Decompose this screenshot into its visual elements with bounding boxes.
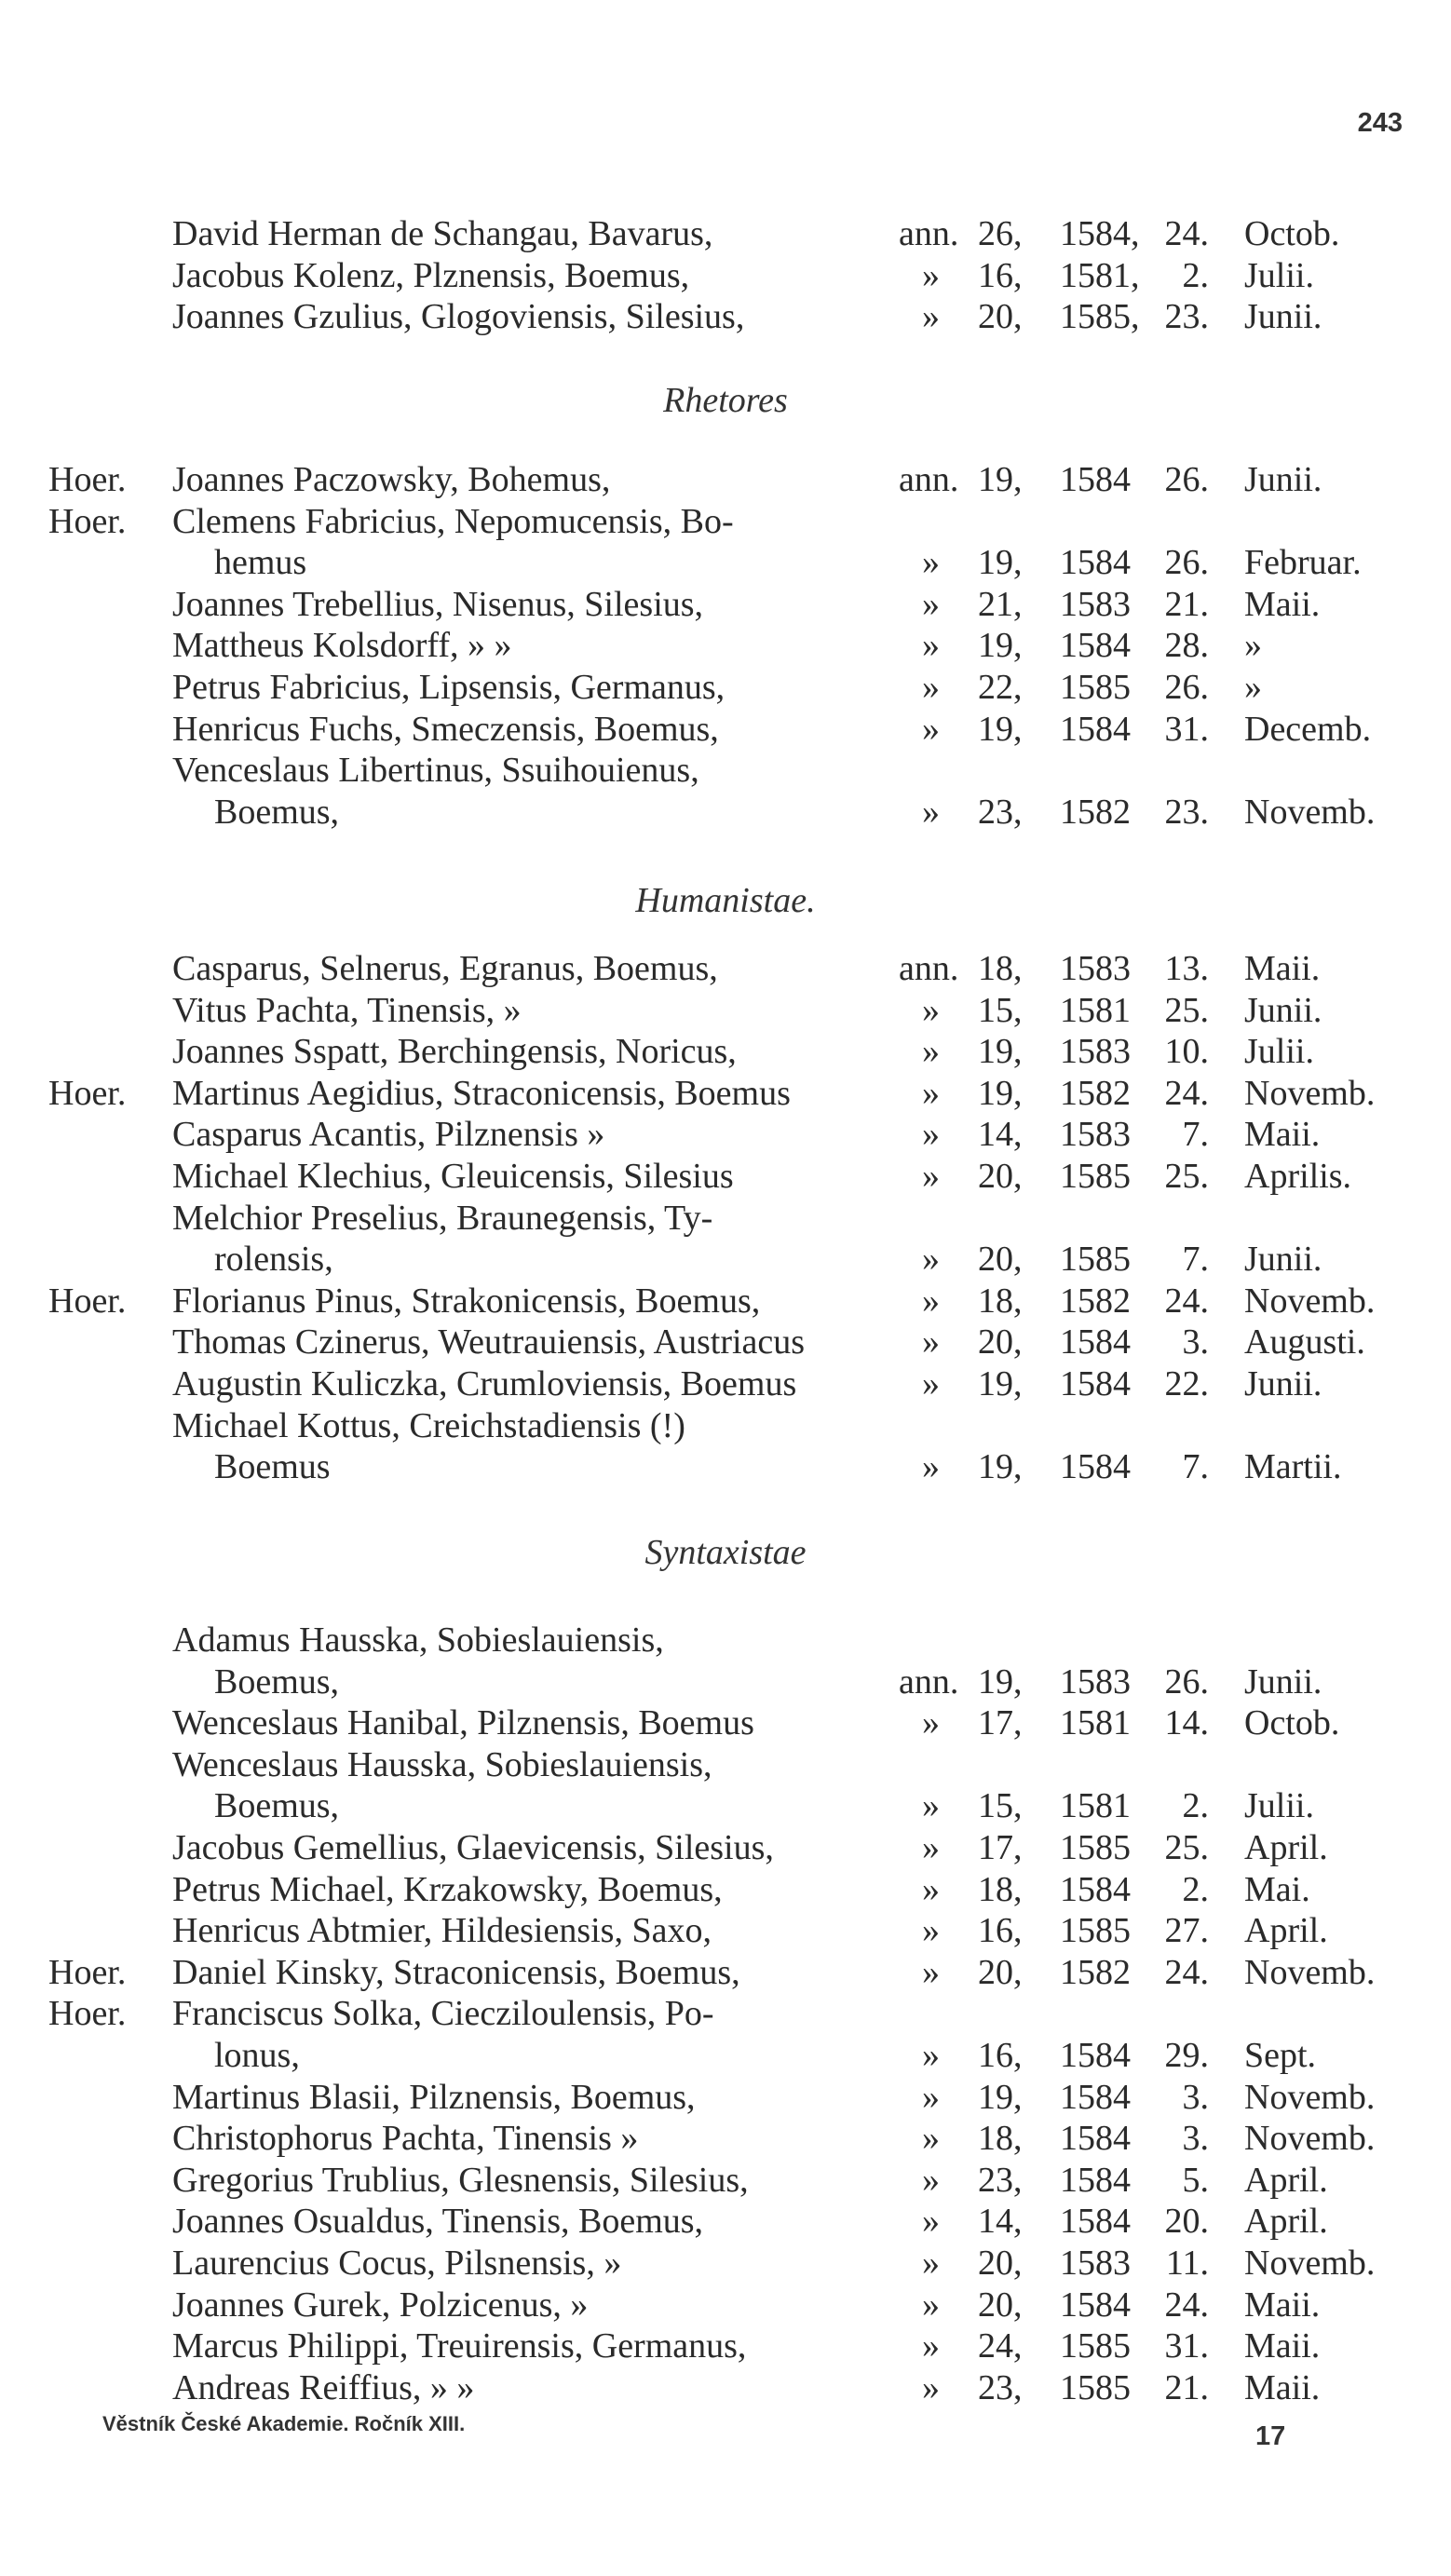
cell-age: 20, [978, 2285, 1023, 2325]
cell-day: 14. [1164, 1703, 1209, 1743]
register-row [0, 749, 1451, 792]
cell-ditto: » [922, 1447, 940, 1487]
register-row [0, 1661, 1451, 1703]
cell-year: 1582 [1060, 1073, 1131, 1113]
cell-name: Andreas Reiffius, » » [172, 2367, 475, 2407]
cell-year: 1584, [1060, 214, 1140, 253]
cell-name: Adamus Hausska, Sobieslauiensis, [172, 1620, 664, 1660]
register-row [0, 1030, 1451, 1073]
cell-name: Joannes Trebellius, Nisenus, Silesius, [172, 584, 704, 624]
cell-month: Februar. [1244, 543, 1362, 583]
cell-ditto: » [922, 1032, 940, 1072]
page-number: 243 [1357, 108, 1403, 138]
cell-name: hemus [214, 543, 307, 583]
cell-day: 28. [1164, 626, 1209, 666]
cell-age: 15, [978, 990, 1023, 1030]
cell-ditto: » [922, 1828, 940, 1867]
cell-name: Martinus Aegidius, Straconicensis, Boemus [172, 1073, 791, 1113]
cell-ditto: » [922, 1869, 940, 1909]
register-row [0, 1784, 1451, 1827]
footer-journal: Věstník České Akademie. Ročník XIII. [102, 2412, 466, 2435]
cell-month: Maii. [1244, 584, 1321, 624]
cell-month: Junii. [1244, 1661, 1322, 1702]
cell-age: 19, [978, 460, 1023, 499]
cell-day: 26. [1164, 1661, 1209, 1702]
cell-ann: ann. [899, 460, 959, 499]
cell-year: 1583 [1060, 584, 1131, 624]
cell-name: Henricus Fuchs, Smeczensis, Boemus, [172, 709, 719, 749]
register-row [0, 254, 1451, 297]
cell-ditto: » [922, 255, 940, 295]
cell-day: 11. [1165, 2244, 1209, 2283]
cell-day: 24. [1164, 214, 1209, 253]
register-row [0, 212, 1451, 255]
cell-year: 1584 [1060, 1364, 1131, 1403]
cell-age: 19, [978, 1364, 1023, 1403]
cell-day: 24. [1164, 1281, 1209, 1321]
cell-day: 25. [1164, 990, 1209, 1030]
register-row [0, 295, 1451, 338]
cell-name: Vitus Pachta, Tinensis, » [172, 990, 522, 1030]
register-row [0, 2242, 1451, 2285]
cell-month: Maii. [1244, 1115, 1321, 1155]
cell-age: 19, [978, 2077, 1023, 2117]
cell-day: 26. [1164, 668, 1209, 707]
cell-age: 19, [978, 1073, 1023, 1113]
cell-name: Wenceslaus Hausska, Sobieslauiensis, [172, 1744, 712, 1784]
cell-ditto: » [922, 584, 940, 624]
cell-ditto: » [922, 2326, 940, 2366]
cell-year: 1584 [1060, 2285, 1131, 2325]
cell-year: 1584 [1060, 1447, 1131, 1487]
section-heading: Syntaxistae [644, 1533, 807, 1572]
cell-day: 24. [1164, 1952, 1209, 1992]
cell-prefix: Hoer. [48, 1073, 127, 1113]
cell-day: 21. [1164, 584, 1209, 624]
cell-ann: ann. [899, 1661, 959, 1702]
cell-year: 1584 [1060, 543, 1131, 583]
cell-year: 1581 [1060, 1786, 1131, 1826]
register-row [0, 458, 1451, 501]
cell-day: 29. [1164, 2036, 1209, 2075]
cell-month: Junii. [1244, 990, 1322, 1030]
register-row [0, 1280, 1451, 1322]
cell-age: 16, [978, 1911, 1023, 1951]
register-row [0, 2117, 1451, 2160]
cell-year: 1584 [1060, 626, 1131, 666]
cell-day: 25. [1164, 1157, 1209, 1196]
register-row [0, 989, 1451, 1032]
cell-year: 1583 [1060, 1115, 1131, 1155]
register-row [0, 1909, 1451, 1952]
cell-month: » [1244, 668, 1262, 707]
cell-age: 19, [978, 1447, 1023, 1487]
cell-day: 26. [1164, 543, 1209, 583]
cell-year: 1582 [1060, 1952, 1131, 1992]
cell-age: 23, [978, 2160, 1023, 2200]
cell-month: Julii. [1244, 1786, 1314, 1826]
cell-name: Petrus Fabricius, Lipsensis, Germanus, [172, 668, 726, 707]
cell-ditto: » [922, 792, 940, 832]
cell-month: April. [1244, 2160, 1328, 2200]
cell-month: Novemb. [1244, 2119, 1376, 2159]
register-row [0, 541, 1451, 584]
register-row [0, 1404, 1451, 1447]
cell-age: 14, [978, 2202, 1023, 2242]
cell-age: 20, [978, 1240, 1023, 1280]
section-heading: Humanistae. [635, 881, 816, 920]
cell-day: 24. [1164, 2285, 1209, 2325]
cell-month: Junii. [1244, 1364, 1322, 1403]
cell-age: 20, [978, 2244, 1023, 2283]
cell-name: Henricus Abtmier, Hildesiensis, Saxo, [172, 1911, 712, 1951]
register-row [0, 2325, 1451, 2367]
cell-ditto: » [922, 668, 940, 707]
cell-year: 1584 [1060, 2077, 1131, 2117]
cell-name: Boemus, [214, 1661, 340, 1702]
cell-name: Joannes Gurek, Polzicenus, » [172, 2285, 589, 2325]
register-row [0, 2076, 1451, 2119]
cell-year: 1581, [1060, 255, 1140, 295]
cell-name: Melchior Preselius, Braunegensis, Ty- [172, 1198, 713, 1238]
cell-name: Boemus, [214, 1786, 340, 1826]
cell-ditto: » [922, 1786, 940, 1826]
cell-day: 7. [1182, 1240, 1209, 1280]
cell-age: 19, [978, 626, 1023, 666]
cell-day: 31. [1164, 709, 1209, 749]
cell-day: 27. [1164, 1911, 1209, 1951]
cell-prefix: Hoer. [48, 1281, 127, 1321]
cell-year: 1584 [1060, 1322, 1131, 1363]
register-row [0, 1702, 1451, 1744]
cell-ditto: » [922, 626, 940, 666]
cell-day: 24. [1164, 1073, 1209, 1113]
register-row [0, 1992, 1451, 2035]
cell-day: 13. [1164, 949, 1209, 988]
register-row [0, 1951, 1451, 1994]
register-row [0, 2034, 1451, 2077]
cell-month: Sept. [1244, 2036, 1317, 2075]
cell-prefix: Hoer. [48, 501, 127, 541]
cell-day: 7. [1182, 1447, 1209, 1487]
cell-day: 10. [1164, 1032, 1209, 1072]
register-row [0, 1743, 1451, 1786]
cell-name: Joannes Paczowsky, Bohemus, [172, 460, 611, 499]
cell-day: 7. [1182, 1115, 1209, 1155]
cell-month: Junii. [1244, 1240, 1322, 1280]
cell-ditto: » [922, 2119, 940, 2159]
cell-ditto: » [922, 2244, 940, 2283]
cell-ditto: » [922, 2202, 940, 2242]
cell-age: 18, [978, 949, 1023, 988]
cell-name: Venceslaus Libertinus, Ssuihouienus, [172, 751, 699, 791]
cell-age: 17, [978, 1703, 1023, 1743]
cell-age: 22, [978, 668, 1023, 707]
signature-mark: 17 [1255, 2421, 1286, 2451]
register-row [0, 2200, 1451, 2243]
cell-ditto: » [922, 2036, 940, 2075]
cell-name: Daniel Kinsky, Straconicensis, Boemus, [172, 1952, 740, 1992]
register-row [0, 583, 1451, 626]
cell-name: Petrus Michael, Krzakowsky, Boemus, [172, 1869, 723, 1909]
cell-month: Aprilis. [1244, 1157, 1352, 1196]
cell-age: 14, [978, 1115, 1023, 1155]
cell-ditto: » [922, 2367, 940, 2407]
register-row [0, 791, 1451, 834]
cell-name: Michael Kottus, Creichstadiensis (!) [172, 1405, 685, 1445]
cell-day: 2. [1182, 1786, 1209, 1826]
cell-month: Julii. [1244, 1032, 1314, 1072]
cell-day: 21. [1164, 2367, 1209, 2407]
cell-month: Octob. [1244, 1703, 1340, 1743]
cell-year: 1581 [1060, 990, 1131, 1030]
cell-name: Laurencius Cocus, Pilsnensis, » [172, 2244, 622, 2283]
cell-age: 19, [978, 543, 1023, 583]
cell-month: Maii. [1244, 2367, 1321, 2407]
register-row [0, 2366, 1451, 2409]
cell-month: April. [1244, 1911, 1328, 1951]
cell-day: 26. [1164, 460, 1209, 499]
cell-year: 1583 [1060, 949, 1131, 988]
cell-ditto: » [922, 2077, 940, 2117]
register-row [0, 500, 1451, 543]
cell-ann: ann. [899, 214, 959, 253]
cell-day: 3. [1182, 1322, 1209, 1363]
cell-name: David Herman de Schangau, Bavarus, [172, 214, 713, 253]
cell-age: 23, [978, 2367, 1023, 2407]
register-row [0, 624, 1451, 667]
cell-day: 2. [1182, 255, 1209, 295]
cell-year: 1582 [1060, 1281, 1131, 1321]
cell-day: 3. [1182, 2077, 1209, 2117]
cell-age: 20, [978, 1157, 1023, 1196]
register-row [0, 1363, 1451, 1405]
register-row [0, 1619, 1451, 1661]
cell-month: Julii. [1244, 255, 1314, 295]
cell-name: Casparus Acantis, Pilznensis » [172, 1115, 605, 1155]
cell-year: 1585 [1060, 1240, 1131, 1280]
cell-name: Thomas Czinerus, Weutrauiensis, Austriacus [172, 1322, 806, 1363]
cell-ditto: » [922, 1115, 940, 1155]
register-row [0, 708, 1451, 751]
cell-month: Novemb. [1244, 1952, 1376, 1992]
cell-month: Junii. [1244, 460, 1322, 499]
cell-age: 19, [978, 709, 1023, 749]
register-row [0, 1868, 1451, 1911]
cell-name: Boemus [214, 1447, 331, 1487]
cell-year: 1584 [1060, 2202, 1131, 2242]
cell-month: Maii. [1244, 2326, 1321, 2366]
cell-name: Joannes Gzulius, Glogoviensis, Silesius, [172, 297, 745, 337]
cell-month: Novemb. [1244, 792, 1376, 832]
cell-ditto: » [922, 990, 940, 1030]
cell-ditto: » [922, 709, 940, 749]
cell-year: 1584 [1060, 2119, 1131, 2159]
cell-ditto: » [922, 1157, 940, 1196]
cell-name: lonus, [214, 2036, 300, 2075]
register-row [0, 1238, 1451, 1281]
cell-ditto: » [922, 1364, 940, 1403]
cell-month: Maii. [1244, 949, 1321, 988]
cell-name: Jacobus Gemellius, Glaevicensis, Silesius, [172, 1828, 774, 1867]
cell-age: 17, [978, 1828, 1023, 1867]
cell-name: Augustin Kuliczka, Crumloviensis, Boemus [172, 1364, 797, 1403]
cell-year: 1584 [1060, 460, 1131, 499]
cell-ditto: » [922, 2160, 940, 2200]
cell-year: 1582 [1060, 792, 1131, 832]
cell-ditto: » [922, 1952, 940, 1992]
cell-year: 1585 [1060, 2367, 1131, 2407]
register-row [0, 1155, 1451, 1198]
cell-day: 3. [1182, 2119, 1209, 2159]
cell-month: Octob. [1244, 214, 1340, 253]
cell-ditto: » [922, 1240, 940, 1280]
cell-age: 16, [978, 2036, 1023, 2075]
cell-name: Florianus Pinus, Strakonicensis, Boemus, [172, 1281, 761, 1321]
cell-age: 15, [978, 1786, 1023, 1826]
cell-ann: ann. [899, 949, 959, 988]
cell-age: 19, [978, 1661, 1023, 1702]
cell-month: April. [1244, 1828, 1328, 1867]
cell-name: Joannes Osualdus, Tinensis, Boemus, [172, 2202, 704, 2242]
cell-ditto: » [922, 297, 940, 337]
cell-month: Novemb. [1244, 1073, 1376, 1113]
cell-prefix: Hoer. [48, 1952, 127, 1992]
cell-age: 20, [978, 1952, 1023, 1992]
cell-year: 1585, [1060, 297, 1140, 337]
register-row [0, 666, 1451, 709]
cell-year: 1585 [1060, 668, 1131, 707]
register-row [0, 1113, 1451, 1156]
cell-ditto: » [922, 1281, 940, 1321]
cell-year: 1583 [1060, 1661, 1131, 1702]
cell-ditto: » [922, 1322, 940, 1363]
cell-age: 23, [978, 792, 1023, 832]
register-row [0, 1321, 1451, 1363]
cell-name: Christophorus Pachta, Tinensis » [172, 2119, 639, 2159]
cell-name: Gregorius Trublius, Glesnensis, Silesius, [172, 2160, 749, 2200]
cell-age: 20, [978, 1322, 1023, 1363]
cell-day: 31. [1164, 2326, 1209, 2366]
cell-day: 5. [1182, 2160, 1209, 2200]
cell-year: 1583 [1060, 1032, 1131, 1072]
cell-age: 18, [978, 2119, 1023, 2159]
cell-day: 20. [1164, 2202, 1209, 2242]
cell-age: 19, [978, 1032, 1023, 1072]
cell-month: » [1244, 626, 1262, 666]
cell-age: 18, [978, 1869, 1023, 1909]
cell-month: Novemb. [1244, 2244, 1376, 2283]
cell-day: 23. [1164, 297, 1209, 337]
cell-year: 1584 [1060, 1869, 1131, 1909]
register-row [0, 1072, 1451, 1115]
cell-prefix: Hoer. [48, 460, 127, 499]
cell-name: Martinus Blasii, Pilznensis, Boemus, [172, 2077, 696, 2117]
cell-day: 2. [1182, 1869, 1209, 1909]
cell-name: Marcus Philippi, Treuirensis, Germanus, [172, 2326, 747, 2366]
register-row [0, 1197, 1451, 1240]
cell-month: Mai. [1244, 1869, 1310, 1909]
cell-month: Novemb. [1244, 2077, 1376, 2117]
cell-name: Casparus, Selnerus, Egranus, Boemus, [172, 949, 718, 988]
cell-name: Wenceslaus Hanibal, Pilznensis, Boemus [172, 1703, 754, 1743]
cell-month: Martii. [1244, 1447, 1342, 1487]
cell-name: rolensis, [214, 1240, 333, 1280]
cell-age: 21, [978, 584, 1023, 624]
cell-age: 18, [978, 1281, 1023, 1321]
cell-month: Junii. [1244, 297, 1322, 337]
cell-month: Decemb. [1244, 709, 1372, 749]
cell-age: 26, [978, 214, 1023, 253]
register-row [0, 1445, 1451, 1488]
cell-year: 1584 [1060, 709, 1131, 749]
cell-name: Franciscus Solka, Ciecziloulensis, Po- [172, 1994, 714, 2034]
cell-day: 25. [1164, 1828, 1209, 1867]
cell-day: 23. [1164, 792, 1209, 832]
cell-month: April. [1244, 2202, 1328, 2242]
register-row [0, 2284, 1451, 2326]
cell-ditto: » [922, 1703, 940, 1743]
cell-year: 1584 [1060, 2160, 1131, 2200]
cell-name: Michael Klechius, Gleuicensis, Silesius [172, 1157, 734, 1196]
cell-ditto: » [922, 543, 940, 583]
cell-year: 1585 [1060, 1911, 1131, 1951]
cell-ditto: » [922, 1073, 940, 1113]
cell-name: Mattheus Kolsdorff, » » [172, 626, 512, 666]
cell-year: 1583 [1060, 2244, 1131, 2283]
cell-day: 22. [1164, 1364, 1209, 1403]
cell-month: Novemb. [1244, 1281, 1376, 1321]
cell-name: Boemus, [214, 792, 340, 832]
cell-month: Maii. [1244, 2285, 1321, 2325]
cell-year: 1585 [1060, 1828, 1131, 1867]
register-row [0, 947, 1451, 990]
cell-year: 1585 [1060, 1157, 1131, 1196]
cell-name: Jacobus Kolenz, Plznensis, Boemus, [172, 255, 690, 295]
cell-year: 1581 [1060, 1703, 1131, 1743]
cell-name: Joannes Sspatt, Berchingensis, Noricus, [172, 1032, 737, 1072]
cell-ditto: » [922, 2285, 940, 2325]
register-row [0, 2159, 1451, 2202]
cell-ditto: » [922, 1911, 940, 1951]
register-row [0, 1826, 1451, 1869]
cell-age: 16, [978, 255, 1023, 295]
cell-year: 1584 [1060, 2036, 1131, 2075]
cell-name: Clemens Fabricius, Nepomucensis, Bo- [172, 501, 734, 541]
cell-month: Augusti. [1244, 1322, 1365, 1363]
cell-prefix: Hoer. [48, 1994, 127, 2034]
cell-year: 1585 [1060, 2326, 1131, 2366]
cell-age: 20, [978, 297, 1023, 337]
section-heading: Rhetores [663, 381, 788, 420]
cell-age: 24, [978, 2326, 1023, 2366]
